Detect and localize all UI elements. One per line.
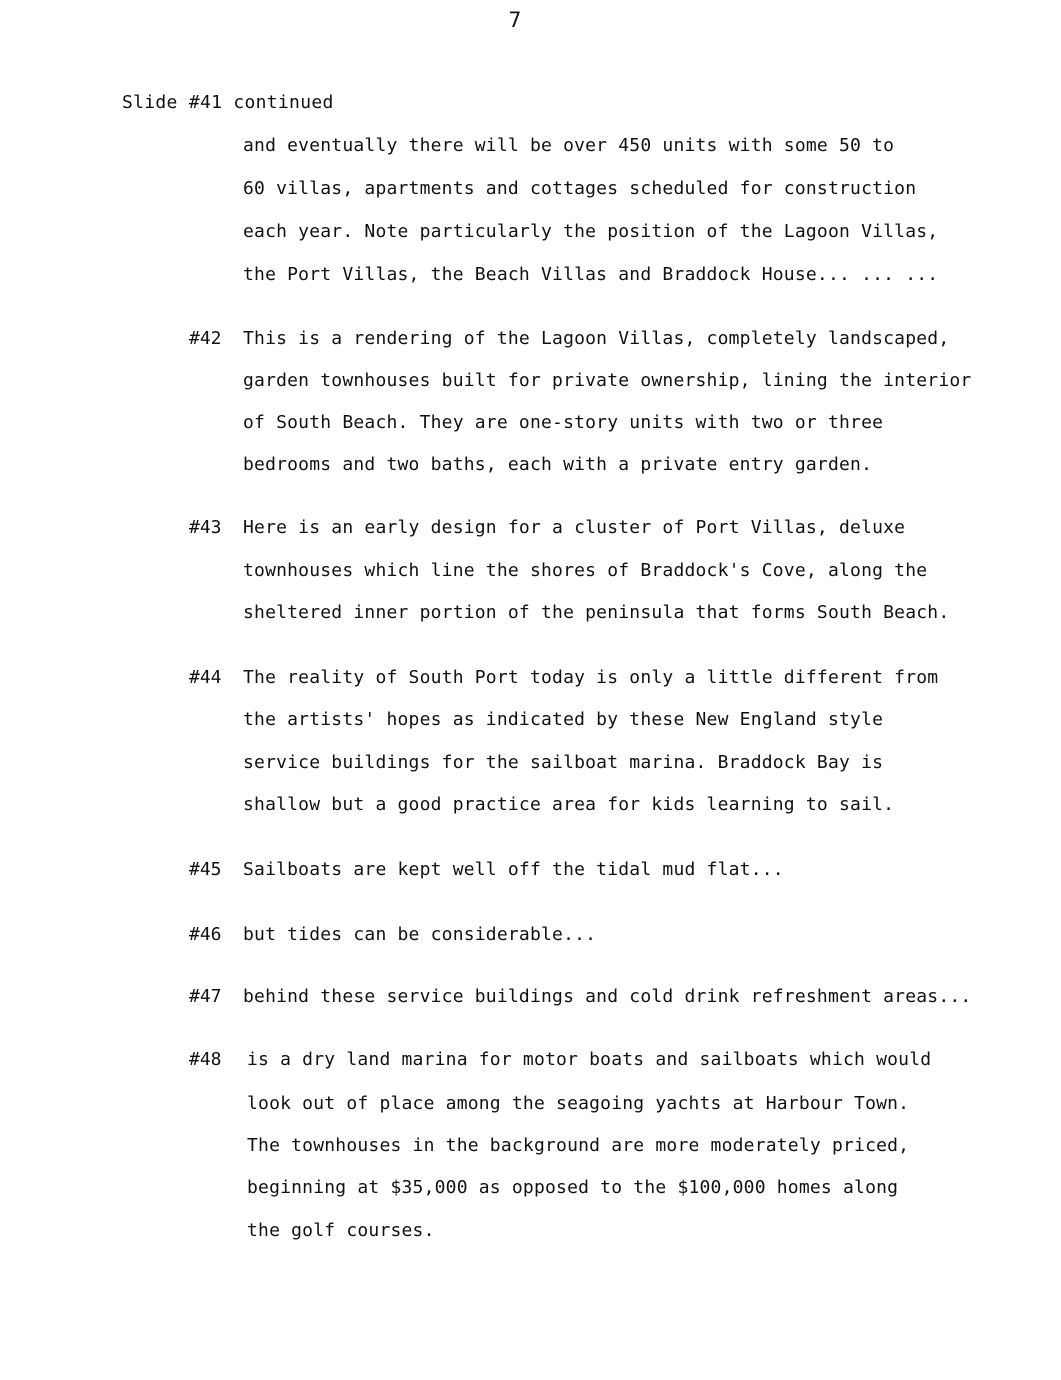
intro-line: 60 villas, apartments and cottages scheduled for construction (243, 178, 917, 199)
slide-line: behind these service buildings and cold drink refreshment areas... (243, 986, 972, 1007)
slide-line: the golf courses. (247, 1220, 435, 1241)
slide-line: bedrooms and two baths, each with a private entry garden. (243, 454, 873, 475)
intro-line: the Port Villas, the Beach Villas and Braddock House... ... ... (243, 264, 939, 285)
slide-number: #46 (189, 924, 222, 945)
intro-line: and eventually there will be over 450 units with some 50 to (243, 135, 895, 156)
slide-line: of South Beach. They are one-story units with two or three (243, 412, 884, 433)
slide-line: The reality of South Port today is only a little different from (243, 667, 939, 688)
slide-line: Here is an early design for a cluster of Port Villas, deluxe (243, 517, 906, 538)
slide-number: #47 (189, 986, 222, 1007)
section-heading: Slide #41 continued (122, 92, 334, 113)
slide-line: service buildings for the sailboat marina. Braddock Bay is (243, 752, 884, 773)
slide-number: #42 (189, 328, 222, 349)
slide-number: #44 (189, 667, 222, 688)
slide-line: but tides can be considerable... (243, 924, 597, 945)
slide-line: garden townhouses built for private ownership, lining the interior (243, 370, 972, 391)
slide-line: townhouses which line the shores of Braddock's Cove, along the (243, 560, 928, 581)
intro-line: each year. Note particularly the position of the Lagoon Villas, (243, 221, 939, 242)
slide-number: #43 (189, 517, 222, 538)
slide-line: shallow but a good practice area for kids learning to sail. (243, 794, 895, 815)
slide-line: The townhouses in the background are more moderately priced, (247, 1135, 910, 1156)
slide-line: look out of place among the seagoing yachts at Harbour Town. (247, 1093, 910, 1114)
slide-number: #48 (189, 1049, 222, 1070)
slide-line: beginning at $35,000 as opposed to the $100,000 homes along (247, 1177, 899, 1198)
page-number: 7 (508, 8, 522, 32)
slide-line: the artists' hopes as indicated by these New England style (243, 709, 884, 730)
slide-line: Sailboats are kept well off the tidal mud flat... (243, 859, 784, 880)
slide-line: is a dry land marina for motor boats and sailboats which would (247, 1049, 932, 1070)
slide-line: sheltered inner portion of the peninsula that forms South Beach. (243, 602, 950, 623)
slide-number: #45 (189, 859, 222, 880)
slide-line: This is a rendering of the Lagoon Villas, completely landscaped, (243, 328, 950, 349)
